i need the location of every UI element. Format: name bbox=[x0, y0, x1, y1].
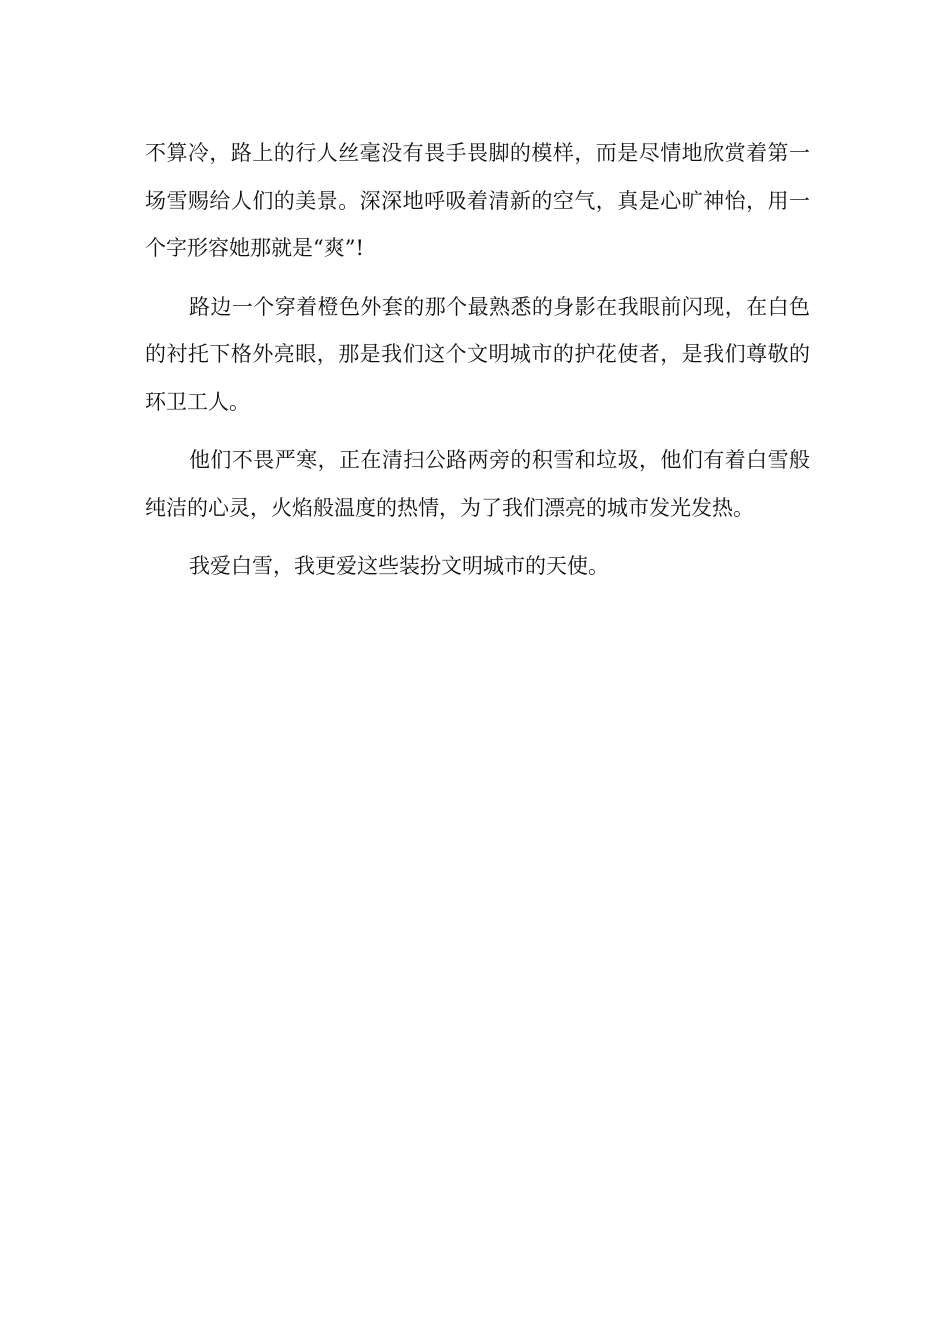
document-body bbox=[145, 130, 810, 602]
paragraph-4: 我爱白雪，我更爱这些装扮文明城市的天使。 bbox=[189, 554, 609, 578]
paragraph-3: 他们不畏严寒，正在清扫公路两旁的积雪和垃圾，他们有着白雪般纯洁的心灵，火焰般温度的热情，为了我们漂亮的城市发光发热。 bbox=[145, 448, 810, 520]
paragraph-1: 不算冷，路上的行人丝毫没有畏手畏脚的模样，而是尽情地欣赏着第一场雪赐给人们的美景。深深地呼吸着清新的空气，真是心旷神怡，用一个字形容她那就是“爽”! bbox=[145, 141, 810, 260]
paragraph-2: 路边一个穿着橙色外套的那个最熟悉的身影在我眼前闪现，在白色的衬托下格外亮眼，那是我们这个文明城市的护花使者，是我们尊敬的环卫工人。 bbox=[145, 294, 810, 414]
